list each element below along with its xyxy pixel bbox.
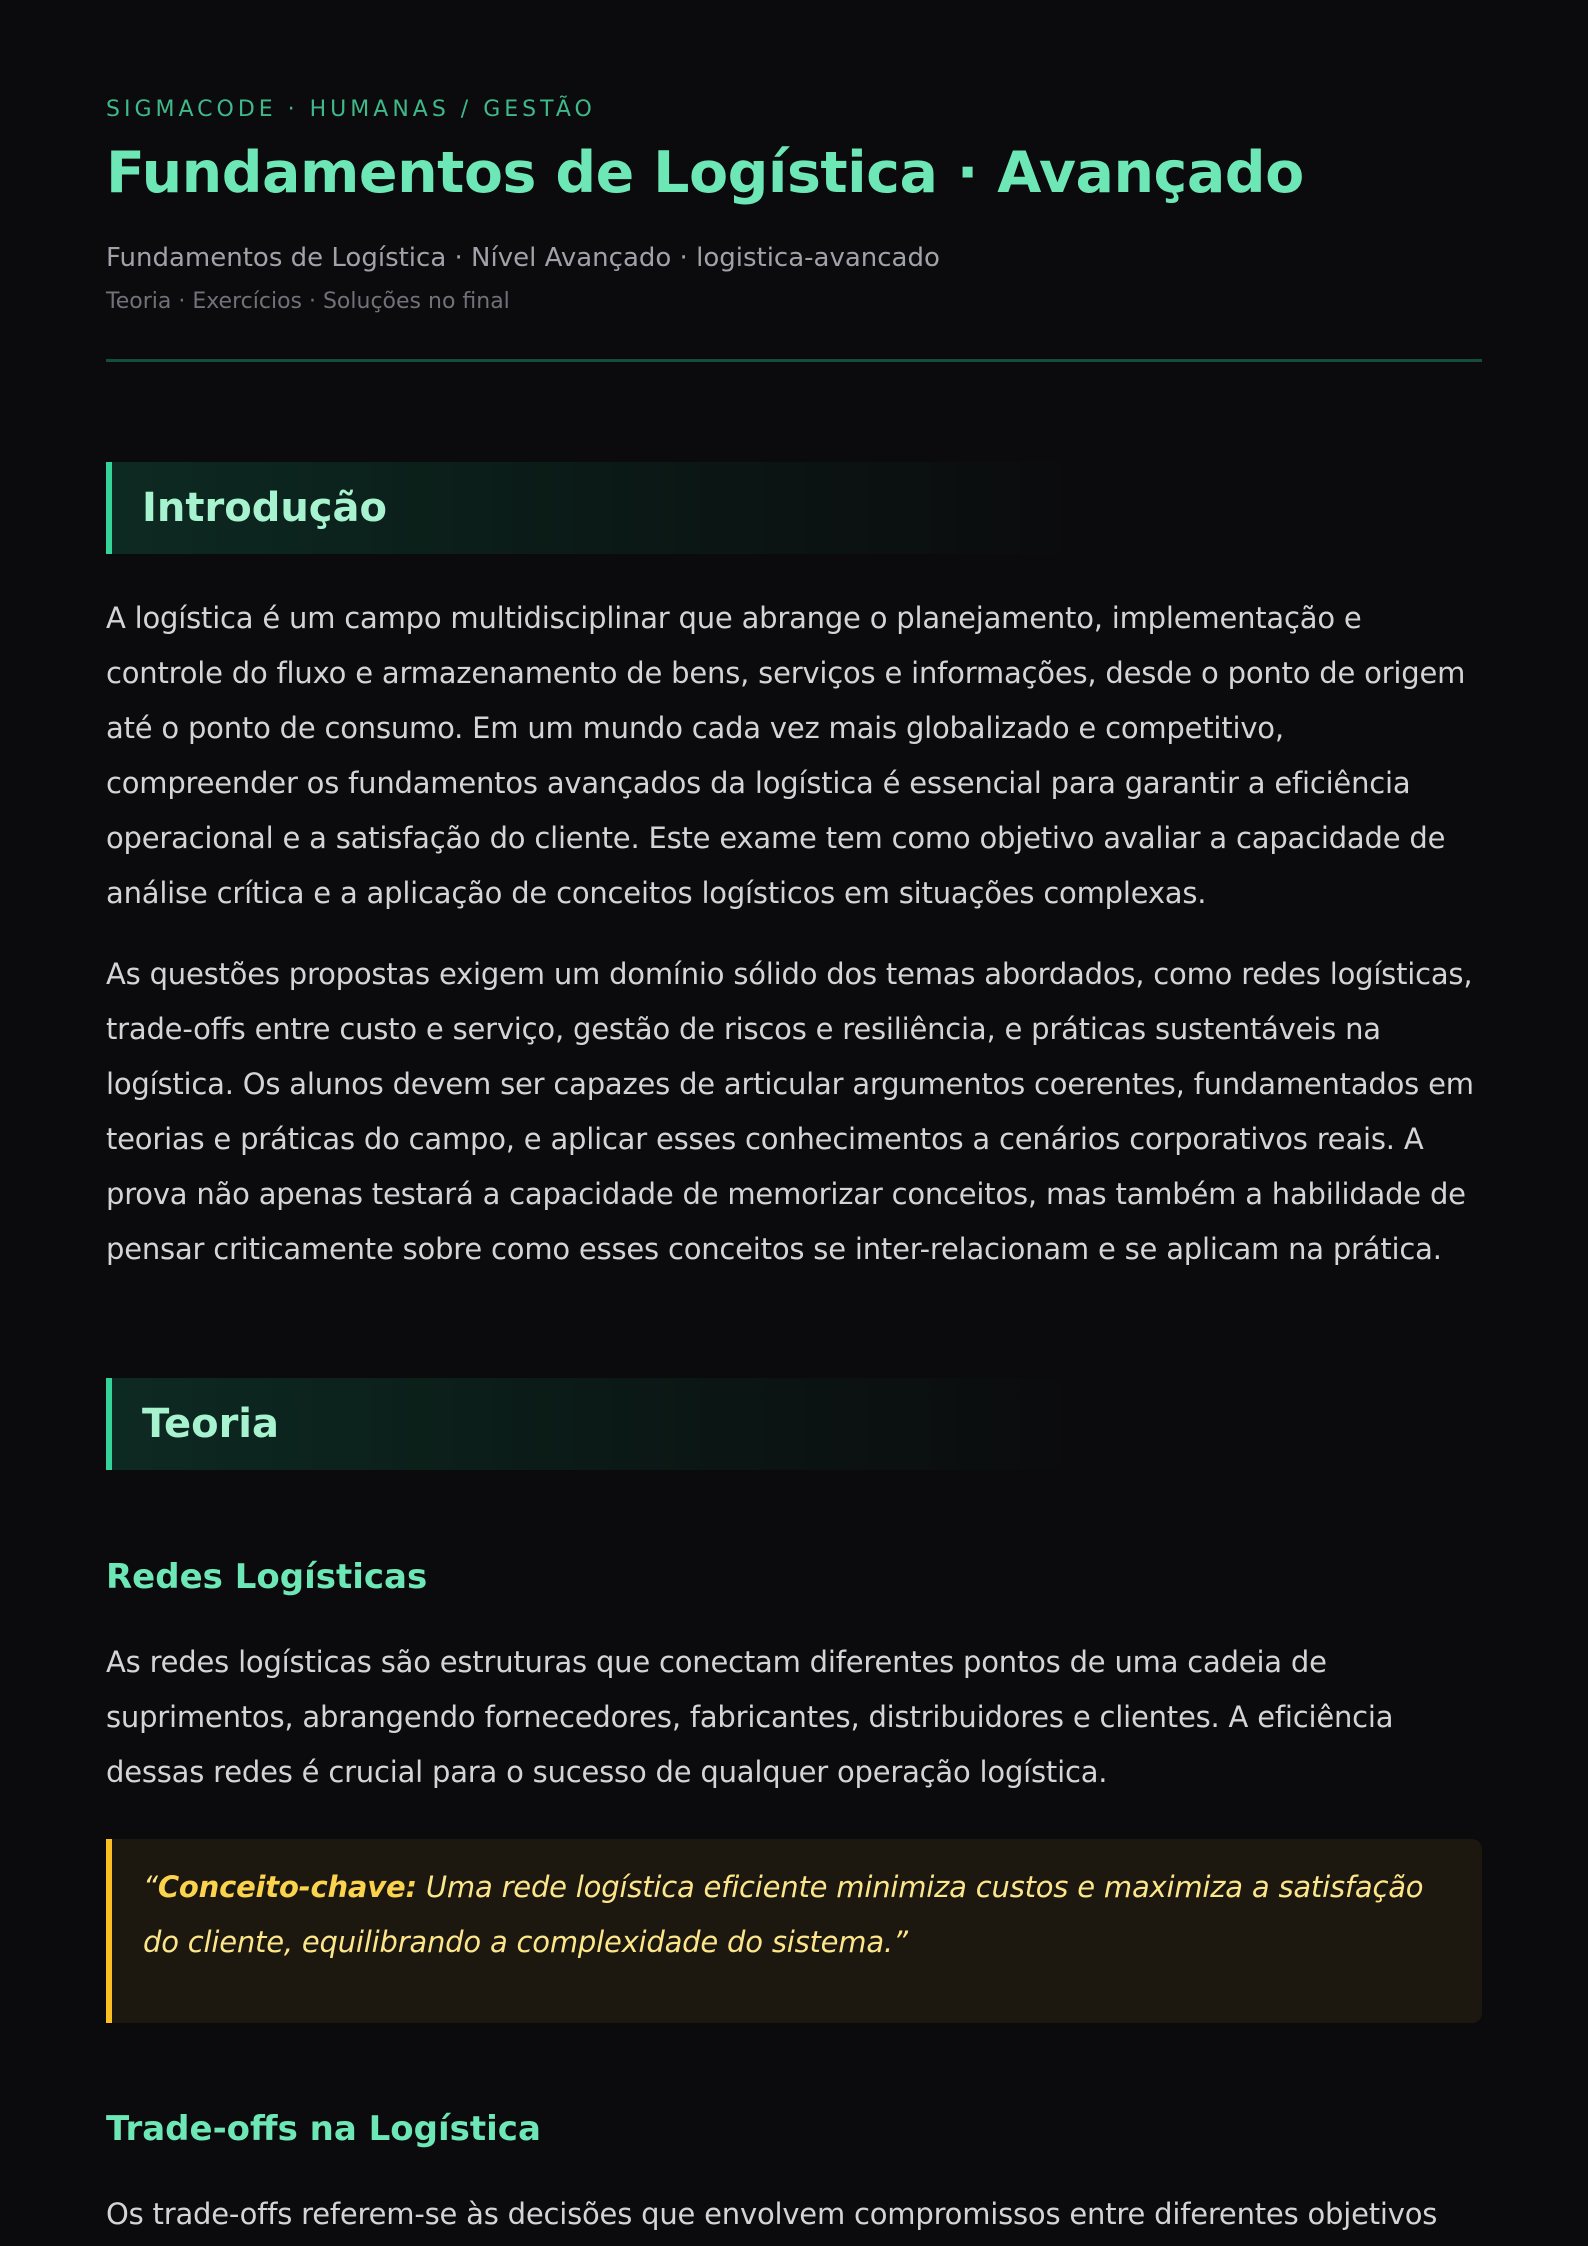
- breadcrumb: SIGMACODE · HUMANAS / GESTÃO: [106, 97, 596, 122]
- intro-paragraph-2: As questões propostas exigem um domínio sólido dos temas abordados, como redes logísticas, trade-offs entre custo e serviço, gestão de riscos e resiliência, e práticas sustentáveis na logística. Os alunos devem ser capazes de articular argumentos coerentes, fundamentados em teorias e práticas do campo, e aplicar esses conhecimentos a cenários corporativos reais. A prova não apenas testará a capacidade de memorizar conceitos, mas também a habilidade de pensar criticamente sobre como esses conceitos se inter-relacionam e se aplicam na prática.: [106, 957, 1474, 1266]
- section-header-introducao: [106, 462, 1482, 554]
- intro-paragraph-1: A logística é um campo multidisciplinar que abrange o planejamento, implementação e controle do fluxo e armazenamento de bens, serviços e informações, desde o ponto de origem até o ponto de consumo. Em um mundo cada vez mais globalizado e competitivo, compreender os fundamentos avançados da logística é essencial para garantir a eficiência operacional e a satisfação do cliente. Este exame tem como objetivo avaliar a capacidade de análise crítica e a aplicação de conceitos logísticos em situações complexas.: [106, 601, 1466, 910]
- callout-open-quote: “: [143, 1870, 158, 1904]
- page-title: Fundamentos de Logística · Avançado: [106, 140, 1304, 206]
- section-title: Teoria: [142, 1401, 280, 1447]
- subsection-paragraph-tradeoffs: Os trade-offs referem-se às decisões que envolvem compromissos entre diferentes objetivos: [106, 2197, 1438, 2231]
- subsection-title-redes: Redes Logísticas: [106, 1557, 428, 1597]
- page-subtitle: Fundamentos de Logística · Nível Avançado · logistica-avancado: [106, 243, 940, 273]
- section-header-teoria: [106, 1378, 1482, 1470]
- callout-label: Conceito-chave:: [157, 1870, 417, 1904]
- page-meta: Teoria · Exercícios · Soluções no final: [106, 289, 510, 314]
- callout-close-quote: ”: [892, 1925, 908, 1959]
- key-concept-callout: [106, 1839, 1482, 2023]
- subsection-title-tradeoffs: Trade-offs na Logística: [106, 2109, 541, 2149]
- callout-text: [143, 1860, 1452, 1970]
- subsection-paragraph-redes: As redes logísticas são estruturas que conectam diferentes pontos de uma cadeia de suprimentos, abrangendo fornecedores, fabricantes, distribuidores e clientes. A eficiência dessas redes é crucial para o sucesso de qualquer operação logística.: [106, 1645, 1394, 1789]
- header-divider: [106, 359, 1482, 362]
- section-title: Introdução: [142, 485, 387, 531]
- callout-body: Uma rede logística eficiente minimiza custos e maximiza a satisfação do cliente, equilibrando a complexidade do sistema.: [143, 1870, 1424, 1959]
